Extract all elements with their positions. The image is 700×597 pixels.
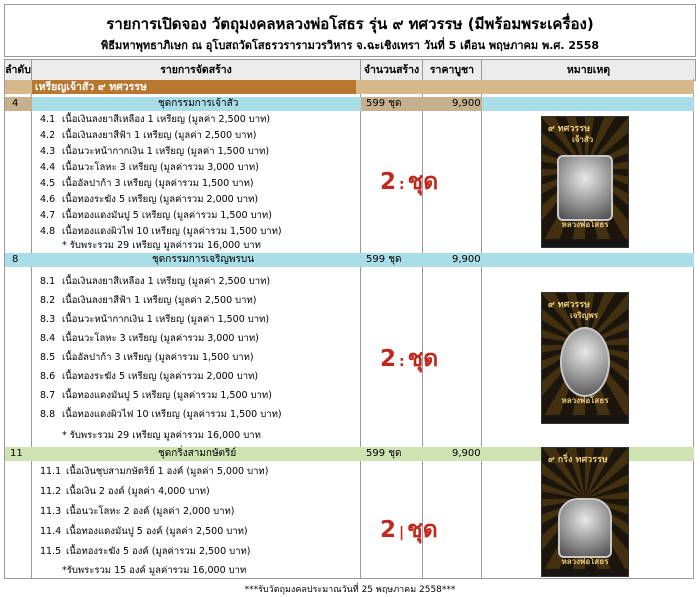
poster-title: ๙ ทศวรรษ	[548, 124, 591, 134]
list-item: 4.8 เนื้อทองแดงผิวไฟ 10 เหรียญ (มูลค่ารวม 1,500 บาท)	[40, 226, 282, 237]
set-no: 4	[12, 98, 19, 109]
list-item: 8.8 เนื้อทองแดงผิวไฟ 10 เหรียญ (มูลค่ารวม 1,500 บาท)	[40, 409, 282, 420]
list-item: 4.4 เนื้อนวะโลหะ 3 เหรียญ (มูลค่ารวม 3,000 บาท)	[40, 162, 259, 173]
set-no: 8	[12, 254, 19, 265]
list-item: 4.6 เนื้อทองระฆัง 5 เหรียญ (มูลค่ารวม 2,000 บาท)	[40, 194, 259, 205]
list-item: 8.3 เนื้อนวะหน้ากากเงิน 1 เหรียญ (มูลค่า 1,500 บาท)	[40, 314, 270, 325]
set-name: ชุดกรรมการเจริญพรบน	[152, 254, 255, 265]
list-item: 8.5 เนื้ออัลปาก้า 3 เหรียญ (มูลค่ารวม 1,500 บาท)	[40, 352, 254, 363]
divider	[360, 79, 361, 579]
list-item: 11.4 เนื้อทองแดงมันปู 5 องค์ (มูลค่า 2,500 บาท)	[40, 526, 248, 537]
list-item: 4.7 เนื้อทองแดงมันปู 5 เหรียญ (มูลค่ารวม 1,500 บาท)	[40, 210, 272, 221]
poster-sub: เจ้าสัว	[572, 135, 594, 144]
set-name: ชุดกรรมการเจ้าสัว	[158, 98, 239, 109]
list-item: 8.4 เนื้อนวะโลหะ 3 เหรียญ (มูลค่ารวม 3,000 บาท)	[40, 333, 259, 344]
divider	[422, 79, 423, 579]
document-header	[4, 4, 696, 57]
set-count: 599 ชุด	[366, 254, 402, 265]
list-item: 4.5 เนื้ออัลปาก้า 3 เหรียญ (มูลค่ารวม 1,500 บาท)	[40, 178, 254, 189]
list-item: 11.3 เนื้อนวะโลหะ 2 องค์ (มูลค่า 2,000 บาท)	[40, 506, 235, 517]
table-header	[4, 59, 696, 81]
poster-sub: เจริญพร	[570, 311, 599, 320]
list-item: 4.1 เนื้อเงินลงยาสีเหลือง 1 เหรียญ (มูลค่า 2,500 บาท)	[40, 114, 271, 125]
amulet-image	[557, 155, 613, 221]
amulet-image	[560, 327, 610, 397]
col-no: ลำดับ	[5, 60, 32, 80]
list-item: 8.1 เนื้อเงินลงยาสีเหลือง 1 เหรียญ (มูลค่า 2,500 บาท)	[40, 276, 271, 287]
footer-note: ***รับวัตถุมงคลประมาณวันที่ 25 พฤษภาคม 2558***	[244, 585, 456, 595]
set-count: 599 ชุด	[366, 98, 402, 109]
col-price: ราคาบูชา	[423, 60, 482, 80]
document-title: รายการเปิดจอง วัตถุมงคลหลวงพ่อโสธร รุ่น ๙ ทศวรรษ (มีพร้อมพระเครื่อง)	[106, 15, 594, 33]
list-item: 8.7 เนื้อทองแดงมันปู 5 เหรียญ (มูลค่ารวม 1,500 บาท)	[40, 390, 272, 401]
remaining-qty: 2 | ชุด	[380, 517, 438, 543]
poster-title: ๙ ทศวรรษ	[548, 300, 591, 310]
col-item: รายการจัดสร้าง	[32, 60, 361, 80]
set-price: 9,900	[452, 98, 481, 109]
amulet-poster-image	[541, 447, 629, 577]
list-item: 11.2 เนื้อเงิน 2 องค์ (มูลค่า 4,000 บาท)	[40, 486, 210, 497]
set-price: 9,900	[452, 254, 481, 265]
remaining-qty: 2 : ชุด	[380, 346, 439, 372]
divider	[31, 79, 32, 579]
set-count: 599 ชุด	[366, 448, 402, 459]
document-subtitle: พิธีมหาพุทธาภิเษก ณ อุโบสถวัดโสธรวรารามวรวิหาร จ.ฉะเชิงเทรา วันที่ 5 เดือน พฤษภาคม พ.ศ. 2558	[100, 39, 599, 52]
set-note: * รับพระรวม 29 เหรียญ มูลค่ารวม 16,000 บาท	[62, 430, 261, 441]
list-item: 8.2 เนื้อเงินลงยาสีฟ้า 1 เหรียญ (มูลค่า 2,500 บาท)	[40, 295, 257, 306]
set-no: 11	[10, 448, 23, 459]
list-item: 4.3 เนื้อนวะหน้ากากเงิน 1 เหรียญ (มูลค่า 1,500 บาท)	[40, 146, 270, 157]
set-remark-cell	[482, 97, 694, 111]
list-item: 4.2 เนื้อเงินลงยาสีฟ้า 1 เหรียญ (มูลค่า 2,500 บาท)	[40, 130, 257, 141]
amulet-poster-image	[541, 292, 629, 424]
set-price: 9,900	[452, 448, 481, 459]
category-label: เหรียญเจ้าสัว ๙ ทศวรรษ	[32, 80, 356, 94]
list-item: 11.5 เนื้อทองระฆัง 5 องค์ (มูลค่ารวม 2,500 บาท)	[40, 546, 251, 557]
poster-foot: หลวงพ่อโสธร	[561, 220, 609, 229]
remaining-qty: 2 : ชุด	[380, 169, 439, 195]
divider	[481, 79, 482, 579]
col-count: จำนวนสร้าง	[361, 60, 423, 80]
amulet-poster-image	[541, 116, 629, 248]
poster-foot: หลวงพ่อโสธร	[561, 557, 609, 566]
set-note: *รับพระรวม 15 องค์ มูลค่ารวม 16,000 บาท	[62, 565, 247, 576]
poster-foot: หลวงพ่อโสธร	[561, 396, 609, 405]
col-remark: หมายเหตุ	[566, 64, 611, 76]
list-item: 11.1 เนื้อเงินชุบสามกษัตริย์ 1 องค์ (มูลค่า 5,000 บาท)	[40, 466, 269, 477]
list-item: 8.6 เนื้อทองระฆัง 5 เหรียญ (มูลค่ารวม 2,000 บาท)	[40, 371, 259, 382]
amulet-image	[558, 498, 612, 558]
set-note: * รับพระรวม 29 เหรียญ มูลค่ารวม 16,000 บาท	[62, 240, 261, 251]
set-name: ชุดกริ่งสามกษัตริย์	[158, 448, 237, 459]
set-row	[5, 253, 694, 267]
poster-title: ๙ กริ่ง ทศวรรษ	[548, 455, 608, 465]
